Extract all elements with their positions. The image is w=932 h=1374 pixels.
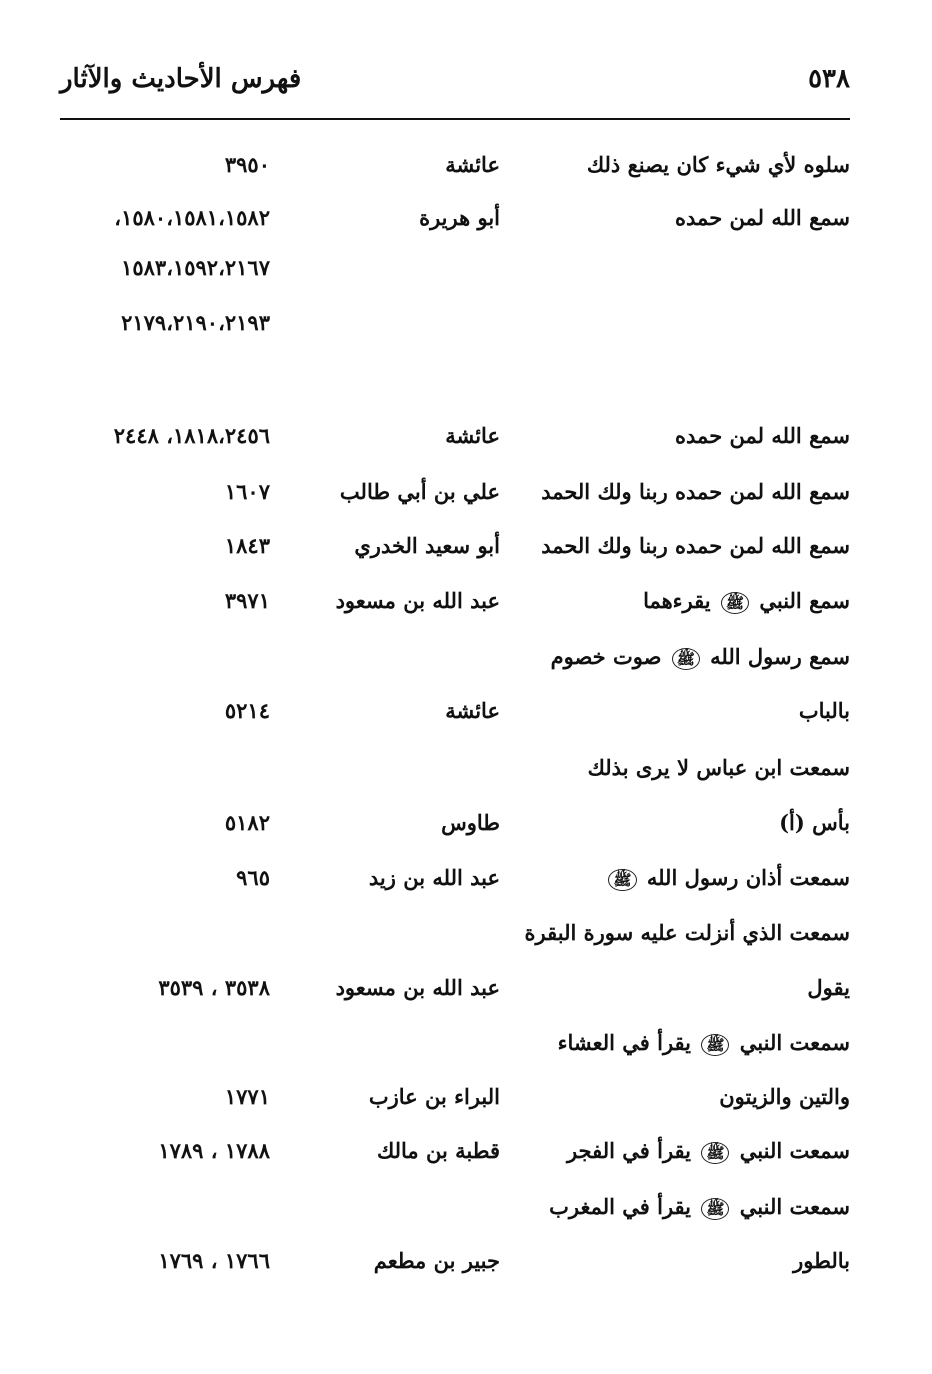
reference-numbers: ١٨٤٣ bbox=[224, 533, 270, 558]
hadith-text-group bbox=[643, 581, 850, 621]
narrator: طاوس bbox=[441, 810, 500, 835]
narrator: عبد الله بن زيد bbox=[368, 865, 500, 890]
index-row bbox=[40, 637, 850, 677]
hadith-text: بالباب bbox=[798, 698, 850, 723]
salla-icon: ﷺ bbox=[608, 869, 636, 891]
index-row bbox=[40, 303, 850, 343]
hadith-text: سمعت ابن عباس لا يرى بذلك bbox=[587, 755, 850, 780]
narrator: قطبة بن مالك bbox=[376, 1138, 500, 1163]
hadith-text: والتين والزيتون bbox=[719, 1084, 850, 1109]
hadith-text: سمع الله لمن حمده bbox=[675, 205, 850, 230]
page-title: فهرس الأحاديث والآثار bbox=[60, 64, 302, 94]
hadith-text: سمعت النبي bbox=[739, 1194, 850, 1219]
reference-numbers: ٣٥٣٨ ، ٣٥٣٩ bbox=[158, 975, 270, 1000]
reference-numbers: ١٥٨٠،١٥٨١،١٥٨٢، bbox=[114, 205, 270, 230]
reference-numbers: ٥١٨٢ bbox=[224, 810, 270, 835]
index-row bbox=[40, 198, 850, 238]
hadith-text: سمعت النبي bbox=[739, 1030, 850, 1055]
hadith-text-continued: يقرأ في العشاء bbox=[557, 1030, 692, 1055]
hadith-text-group bbox=[605, 858, 850, 898]
reference-numbers: ١٨١٨،٢٤٥٦، ٢٤٤٨ bbox=[113, 423, 270, 448]
index-row bbox=[40, 145, 850, 185]
reference-numbers: ١٥٨٣،١٥٩٢،٢١٦٧ bbox=[121, 255, 270, 280]
index-row bbox=[40, 581, 850, 621]
hadith-text-group bbox=[549, 1187, 850, 1227]
index-row bbox=[40, 1023, 850, 1063]
hadith-text-group bbox=[558, 1023, 850, 1063]
index-row bbox=[40, 691, 850, 731]
index-row bbox=[40, 913, 850, 953]
index-row bbox=[40, 803, 850, 843]
narrator: عائشة bbox=[445, 698, 500, 723]
narrator: عبد الله بن مسعود bbox=[335, 588, 500, 613]
narrator: البراء بن عازب bbox=[368, 1084, 500, 1109]
hadith-text: سمع الله لمن حمده ربنا ولك الحمد bbox=[541, 533, 850, 558]
page-number: ٥٣٨ bbox=[808, 64, 850, 94]
hadith-text: سمع الله لمن حمده ربنا ولك الحمد bbox=[541, 479, 850, 504]
narrator: علي بن أبي طالب bbox=[339, 479, 500, 504]
index-row bbox=[40, 416, 850, 456]
hadith-text-continued: صوت خصوم bbox=[550, 644, 662, 669]
reference-numbers: ٥٢١٤ bbox=[224, 698, 270, 723]
index-row bbox=[40, 1241, 850, 1281]
reference-numbers: ٣٩٥٠ bbox=[224, 152, 270, 177]
index-row bbox=[40, 248, 850, 288]
hadith-text: سمع الله لمن حمده bbox=[675, 423, 850, 448]
reference-numbers: ٢١٧٩،٢١٩٠،٢١٩٣ bbox=[121, 310, 270, 335]
reference-numbers: ٩٦٥ bbox=[236, 865, 270, 890]
hadith-text: سمعت الذي أنزلت عليه سورة البقرة bbox=[524, 920, 850, 945]
hadith-text-group bbox=[567, 1131, 850, 1171]
reference-numbers: ١٧٧١ bbox=[224, 1084, 270, 1109]
narrator: عائشة bbox=[445, 423, 500, 448]
hadith-text: يقول bbox=[807, 975, 850, 1000]
salla-icon: ﷺ bbox=[701, 1034, 729, 1056]
index-row bbox=[40, 1131, 850, 1171]
reference-numbers: ١٧٦٦ ، ١٧٦٩ bbox=[158, 1248, 270, 1273]
narrator: جبير بن مطعم bbox=[373, 1248, 500, 1273]
salla-icon: ﷺ bbox=[672, 648, 700, 670]
index-row bbox=[40, 1187, 850, 1227]
hadith-text: سلوه لأي شيء كان يصنع ذلك bbox=[586, 152, 850, 177]
index-row bbox=[40, 858, 850, 898]
reference-numbers: ١٦٠٧ bbox=[224, 479, 270, 504]
hadith-text-continued: يقرءهما bbox=[643, 588, 711, 613]
hadith-text: بالطور bbox=[793, 1248, 850, 1273]
salla-icon: ﷺ bbox=[701, 1142, 729, 1164]
narrator: أبو سعيد الخدري bbox=[354, 533, 500, 558]
hadith-text-group bbox=[551, 637, 850, 677]
hadith-text-continued: يقرأ في الفجر bbox=[566, 1138, 692, 1163]
hadith-text-continued: يقرأ في المغرب bbox=[549, 1194, 692, 1219]
index-row bbox=[40, 472, 850, 512]
hadith-text: سمع رسول الله bbox=[710, 644, 850, 669]
index-row bbox=[40, 526, 850, 566]
narrator: عبد الله بن مسعود bbox=[335, 975, 500, 1000]
hadith-text: سمعت النبي bbox=[739, 1138, 850, 1163]
hadith-text: سمعت أذان رسول الله bbox=[646, 865, 850, 890]
index-row bbox=[40, 748, 850, 788]
index-row bbox=[40, 968, 850, 1008]
reference-numbers: ٣٩٧١ bbox=[224, 588, 270, 613]
salla-icon: ﷺ bbox=[721, 592, 749, 614]
hadith-text: بأس (أ) bbox=[779, 810, 850, 835]
narrator: أبو هريرة bbox=[419, 205, 500, 230]
index-row bbox=[40, 1077, 850, 1117]
salla-icon: ﷺ bbox=[701, 1198, 729, 1220]
reference-numbers: ١٧٨٨ ، ١٧٨٩ bbox=[158, 1138, 270, 1163]
hadith-text: سمع النبي bbox=[759, 588, 850, 613]
narrator: عائشة bbox=[445, 152, 500, 177]
